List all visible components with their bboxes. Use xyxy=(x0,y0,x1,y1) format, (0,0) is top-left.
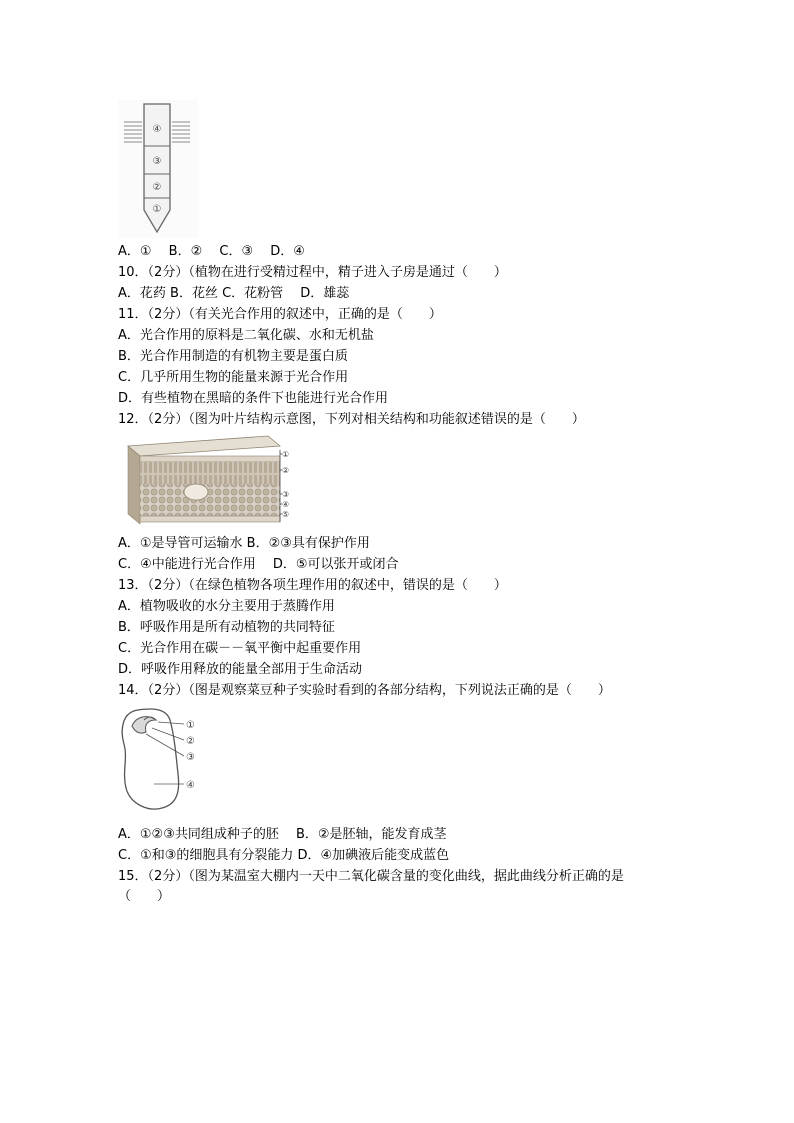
q12-options-ab: A．①是导管可运输水 B．②③具有保护作用 xyxy=(118,536,370,551)
q14-options-ab: A．①②③共同组成种子的胚 B．②是胚轴，能发育成茎 xyxy=(118,827,447,842)
seed-label-4: ④ xyxy=(186,780,195,791)
q11-stem: 11．（2分）（有关光合作用的叙述中，正确的是（ ） xyxy=(118,307,442,322)
q10-stem: 10．（2分）（植物在进行受精过程中，精子进入子房是通过（ ） xyxy=(118,265,507,280)
root-tip-figure xyxy=(118,100,198,238)
bean-seed-figure xyxy=(118,704,210,818)
seed-label-1: ① xyxy=(186,720,195,731)
leaf-label-2: ② xyxy=(282,466,290,475)
q11-option-a: A．光合作用的原料是二氧化碳、水和无机盐 xyxy=(118,328,374,343)
leaf-label-4: ④ xyxy=(282,500,290,509)
q13-option-c: C．光合作用在碳－－氧平衡中起重要作用 xyxy=(118,641,362,656)
q11-option-d: D．有些植物在黑暗的条件下也能进行光合作用 xyxy=(118,391,389,406)
seed-label-3: ③ xyxy=(186,752,195,763)
root-label-4: ④ xyxy=(152,124,162,135)
q11-option-b: B．光合作用制造的有机物主要是蛋白质 xyxy=(118,349,348,364)
leaf-label-5: ⑤ xyxy=(282,510,290,519)
q12-options-cd: C．④中能进行光合作用 D．⑤可以张开或闭合 xyxy=(118,557,399,572)
leaf-label-1: ① xyxy=(282,450,290,459)
seed-label-2: ② xyxy=(186,736,195,747)
q14-options-cd: C．①和③的细胞具有分裂能力 D．④加碘液后能变成蓝色 xyxy=(118,848,450,863)
q10-options: A．花药 B．花丝 C．花粉管 D．雄蕊 xyxy=(118,286,350,301)
q13-stem: 13．（2分）（在绿色植物各项生理作用的叙述中，错误的是（ ） xyxy=(118,578,507,593)
root-label-3: ③ xyxy=(152,156,162,167)
leaf-label-3: ③ xyxy=(282,490,290,499)
q14-stem: 14．（2分）（图是观察菜豆种子实验时看到的各部分结构，下列说法正确的是（ ） xyxy=(118,683,611,698)
q13-option-d: D．呼吸作用释放的能量全部用于生命活动 xyxy=(118,662,363,677)
q12-stem: 12．（2分）（图为叶片结构示意图，下列对相关结构和功能叙述错误的是（ ） xyxy=(118,412,585,427)
leaf-structure-figure xyxy=(118,432,290,530)
root-label-2: ② xyxy=(152,182,162,193)
q11-option-c: C．几乎所用生物的能量来源于光合作用 xyxy=(118,370,349,385)
q13-option-b: B．呼吸作用是所有动植物的共同特征 xyxy=(118,620,335,635)
q15-stem-cont: （ ） xyxy=(118,889,171,904)
q15-stem: 15．（2分）（图为某温室大棚内一天中二氧化碳含量的变化曲线，据此曲线分析正确的是 xyxy=(118,869,624,884)
q13-option-a: A．植物吸收的水分主要用于蒸腾作用 xyxy=(118,599,335,614)
q9-options: A．① B．② C．③ D．④ xyxy=(118,244,305,259)
root-label-1: ① xyxy=(152,204,162,215)
